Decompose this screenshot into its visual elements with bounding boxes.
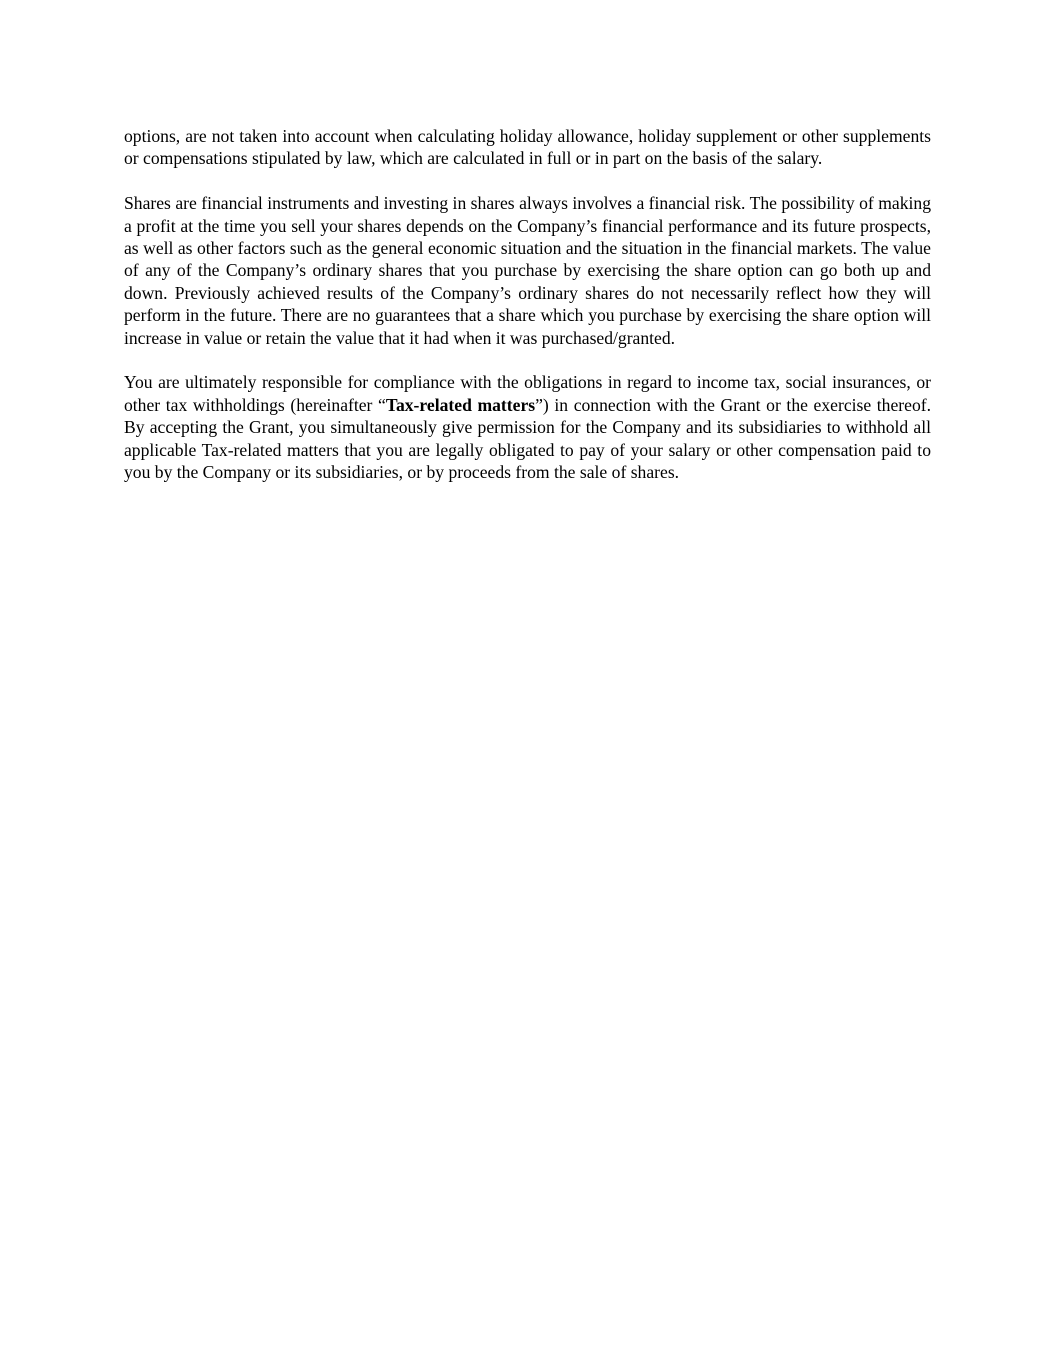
tax-text-before: You are ultimately responsible for compliance with the obligations in regard to income tax, social insurances, or other tax withholdings (hereinafter “	[124, 372, 931, 415]
tax-related-matters-term: Tax-related matters	[385, 394, 536, 415]
paragraph-holiday-allowance: options, are not taken into account when calculating holiday allowance, holiday supplement or other supplements or compensations stipulated by law, which are calculated in full or in part on the basis of the salary.	[124, 126, 931, 169]
tax-text-after: ”) in connection with the Grant or the exercise thereof. By accepting the Grant, you simultaneously give permission for the Company and its subsidiaries to withhold all applicable Tax-related matters that you are legally obligated to pay of your salary or other compensation paid to you by the Company or its subsidiaries, or by proceeds from the sale of shares.	[124, 394, 931, 483]
document-body	[124, 125, 931, 483]
paragraph-tax-related-matters	[124, 371, 931, 483]
paragraph-financial-risk: Shares are financial instruments and investing in shares always involves a financial risk. The possibility of making a profit at the time you sell your shares depends on the Company’s financial performance and its future prospects, as well as other factors such as the general economic situation and the situation in the financial markets. The value of any of the Company’s ordinary shares that you purchase by exercising the share option can go both up and down. Previously achieved results of the Company’s ordinary shares do not necessarily reflect how they will perform in the future. There are no guarantees that a share which you purchase by exercising the share option will increase in value or retain the value that it had when it was purchased/granted.	[124, 193, 931, 348]
